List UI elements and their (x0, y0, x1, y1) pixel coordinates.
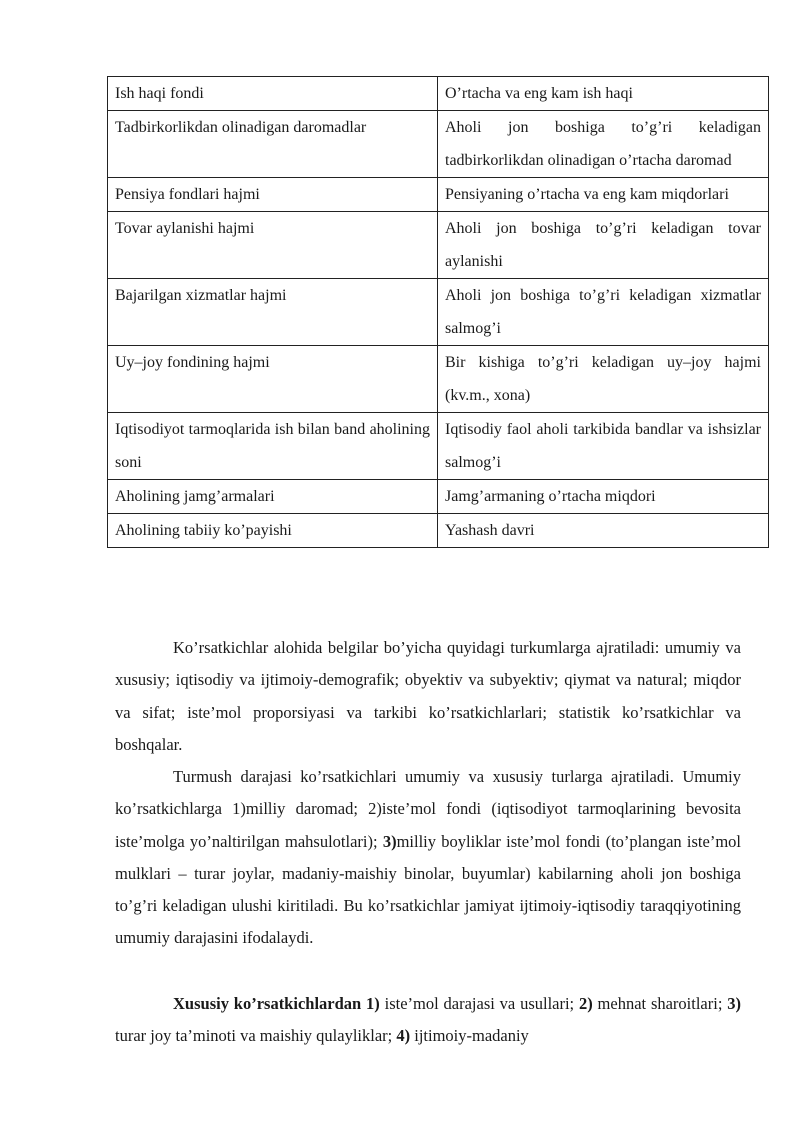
paragraph-text: iste’mol darajasi va usullari; (379, 994, 579, 1013)
list-number: 3) (382, 831, 397, 851)
table-cell-measure: Bir kishiga to’g’ri keladigan uy–joy hajmi (kv.m., xona) (438, 346, 769, 413)
table-row (108, 111, 769, 178)
paragraph-lead: Xususiy ko’rsatkichlardan (173, 994, 362, 1013)
table-cell-indicator: Ish haqi fondi (108, 77, 438, 111)
table-row (108, 346, 769, 413)
table-cell-indicator: Bajarilgan xizmatlar hajmi (108, 279, 438, 346)
table-cell-indicator: Tovar aylanishi hajmi (108, 212, 438, 279)
table-cell-measure: Aholi jon boshiga to’g’ri keladigan xizmatlar salmog’i (438, 279, 769, 346)
table-row (108, 77, 769, 111)
indicators-table (107, 76, 769, 548)
paragraph-text: ijtimoiy-madaniy (410, 1026, 529, 1046)
paragraph-general-indicators (115, 761, 741, 955)
table-cell-indicator: Aholining tabiiy ko’payishi (108, 514, 438, 548)
paragraph-text: turar joy ta’minoti va maishiy qulayliklar; (115, 1026, 397, 1046)
table-row (108, 514, 769, 548)
table-cell-indicator: Tadbirkorlikdan olinadigan daromadlar (108, 111, 438, 178)
table-cell-measure: Jamg’armaning o’rtacha miqdori (438, 480, 769, 514)
table-row (108, 178, 769, 212)
list-number: 3) (727, 994, 741, 1013)
table-cell-measure: Yashash davri (438, 514, 769, 548)
list-number: 4) (396, 1026, 411, 1046)
table-cell-measure: Pensiyaning o’rtacha va eng kam miqdorlari (438, 178, 769, 212)
table-cell-indicator: Iqtisodiyot tarmoqlarida ish bilan band aholining soni (108, 413, 438, 480)
paragraph-text: milliy boyliklar iste’mol fondi (to’plangan iste’mol mulklari – turar joylar, madaniy-maishiy binolar, buyumlar) kabilarning aholi jon boshiga to’g’ri keladigan ulushi kiritiladi. Bu ko’rsatkichlar jamiyat ijtimoiy-iqtisodiy taraqqiyotining umumiy darajasini ifodalaydi. (115, 831, 741, 948)
paragraph-specific-indicators (115, 988, 741, 1053)
table-row (108, 212, 769, 279)
paragraph-text: Turmush darajasi ko’rsatkichlari umumiy va xususiy turlarga ajratiladi. Umumiy ko’rsatkichlarga 1)milliy daromad; 2)iste’mol fondi (iqtisodiyot tarmoqlarining bevosita iste’molga yo’naltirilgan mahsulotlari); (115, 767, 741, 851)
table-cell-indicator: Uy–joy fondining hajmi (108, 346, 438, 413)
table-cell-indicator: Pensiya fondlari hajmi (108, 178, 438, 212)
table-cell-indicator: Aholining jamg’armalari (108, 480, 438, 514)
table-cell-measure: O’rtacha va eng kam ish haqi (438, 77, 769, 111)
table-cell-measure: Aholi jon boshiga to’g’ri keladigan tadbirkorlikdan olinadigan o’rtacha daromad (438, 111, 769, 178)
table-cell-measure: Aholi jon boshiga to’g’ri keladigan tovar aylanishi (438, 212, 769, 279)
paragraph-text: mehnat sharoitlari; (592, 994, 728, 1013)
list-number: 1) (366, 994, 380, 1013)
paragraph-classification (115, 632, 741, 761)
table-row (108, 413, 769, 480)
table-row (108, 279, 769, 346)
table-cell-measure: Iqtisodiy faol aholi tarkibida bandlar va ishsizlar salmog’i (438, 413, 769, 480)
table-row (108, 480, 769, 514)
paragraph-text: Ko’rsatkichlar alohida belgilar bo’yicha quyidagi turkumlarga ajratiladi: umumiy va xususiy; iqtisodiy va ijtimoiy-demografik; obyektiv va subyektiv; qiymat va natural; miqdor va sifat; iste’mol proporsiyasi va tarkibi ko’rsatkichlarlari; statistik ko’rsatkichlar va boshqalar. (115, 638, 741, 754)
list-number: 2) (578, 994, 593, 1013)
